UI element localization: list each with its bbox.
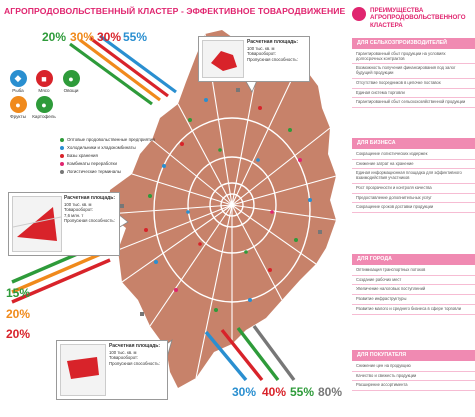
- advantages-sidebar: [352, 0, 475, 417]
- legend-item: Холодильники и хладокомбинаты: [60, 145, 180, 150]
- legend-marker: [60, 170, 64, 174]
- list-item: Увеличение налоговых поступлений: [352, 285, 475, 295]
- fruit-icon: ●: [10, 96, 27, 113]
- site-plan-thumbnail: [12, 196, 62, 252]
- sidebar-title: ПРЕИМУЩЕСТВА АГРОПРОДОВОЛЬСТВЕННОГО КЛАСТЕРА: [370, 7, 466, 29]
- list-item: Снижение цен на продукцию: [352, 362, 475, 372]
- percent-label: 20%: [6, 307, 31, 321]
- map-legend: [60, 137, 180, 177]
- callout-south: Расчетная площадь: 100 тыс. кв. м Товарооборот: Пропускная способность:: [56, 340, 168, 400]
- section-heading-buyers: ДЛЯ ПОКУПАТЕЛЯ: [352, 350, 475, 361]
- percent-label: 30%: [97, 30, 122, 44]
- list-item: Сокращение сроков доставки продукции: [352, 203, 475, 213]
- legend-marker: [60, 154, 64, 158]
- list-item: Рост прозрачности и контроля качества: [352, 184, 475, 194]
- percent-label: 30%: [70, 30, 95, 44]
- list-item: Гарантированный сбыт сельскохозяйственной продукции: [352, 98, 475, 108]
- fish-icon: ◆: [10, 70, 27, 87]
- list-item: Расширение ассортимента: [352, 381, 475, 391]
- legend-marker: [60, 146, 64, 150]
- callout-west: Расчетная площадь: 100 тыс. кв. м Товарооборот: 7,6 млн. т Пропускная способность:: [8, 192, 120, 256]
- section-heading-city: ДЛЯ ГОРОДА: [352, 254, 475, 265]
- legend-item: Базы хранения: [60, 153, 180, 158]
- list-item: Единая система торговли: [352, 89, 475, 99]
- callout-north: Расчетная площадь: 100 тыс. кв. м Товарооборот: Пропускная способность:: [198, 36, 310, 82]
- list-item: Снижение затрат на хранение: [352, 160, 475, 170]
- legend-marker: [60, 138, 64, 142]
- legend-marker: [60, 162, 64, 166]
- list-item: Возможность получения финансирования под залог будущей продукции: [352, 64, 475, 78]
- legend-item: Оптовые продовольственные предприятия: [60, 137, 180, 142]
- percent-label: 55%: [290, 385, 315, 399]
- list-item: Отсутствие посредников в цепочке поставок: [352, 79, 475, 89]
- list-item: Оптимизация транспортных потоков: [352, 266, 475, 276]
- site-plan-thumbnail: [202, 40, 244, 78]
- list-item: Развитие инфраструктуры: [352, 295, 475, 305]
- percent-label: 20%: [42, 30, 67, 44]
- category-potato: ● Картофель: [30, 96, 58, 119]
- page-title: АГРОПРОДОВОЛЬСТВЕННЫЙ КЛАСТЕР - ЭФФЕКТИВНОЕ ТОВАРОДВИЖЕНИЕ: [4, 6, 346, 16]
- section-marker-icon: [352, 7, 366, 21]
- percent-label: 20%: [6, 327, 31, 341]
- list-item: Гарантированный сбыт продукции на условиях долгосрочных контрактов: [352, 50, 475, 64]
- cow-icon: ■: [36, 70, 53, 87]
- percent-label: 30%: [232, 385, 257, 399]
- percent-label: 40%: [262, 385, 287, 399]
- category-fruits: ● Фрукты: [4, 96, 32, 119]
- percent-label: 80%: [318, 385, 343, 399]
- section-heading-producers: ДЛЯ СЕЛЬХОЗПРОИЗВОДИТЕЛЕЙ: [352, 38, 475, 49]
- site-plan-icon: [13, 197, 61, 251]
- section-list-city: [352, 266, 475, 315]
- list-item: Развитие малого и среднего бизнеса в сфере торговли: [352, 305, 475, 315]
- category-vegetables: ● Овощи: [57, 70, 85, 93]
- section-list-buyers: [352, 362, 475, 391]
- site-plan-icon: [203, 41, 243, 77]
- flow-arrows-top: [70, 36, 176, 104]
- list-item: Сокращение логистических издержек: [352, 150, 475, 160]
- legend-item: Логистические терминалы: [60, 169, 180, 174]
- percent-label: 55%: [123, 30, 148, 44]
- section-heading-business: ДЛЯ БИЗНЕСА: [352, 138, 475, 149]
- vegetable-icon: ●: [63, 70, 80, 87]
- section-list-producers: [352, 50, 475, 108]
- list-item: Предоставление дополнительных услуг: [352, 194, 475, 204]
- category-fish: ◆ Рыба: [4, 70, 32, 93]
- potato-icon: ●: [36, 96, 53, 113]
- section-list-business: [352, 150, 475, 213]
- list-item: Создание рабочих мест: [352, 276, 475, 286]
- site-plan-icon: [61, 345, 105, 395]
- site-plan-thumbnail: [60, 344, 106, 396]
- list-item: Качество и свежесть продукции: [352, 372, 475, 382]
- category-meat: ■ Мясо: [30, 70, 58, 93]
- percent-label: 15%: [6, 286, 31, 300]
- legend-item: Комбинаты переработки: [60, 161, 180, 166]
- list-item: Единая информационная площадка для эффективного взаимодействия участников: [352, 169, 475, 183]
